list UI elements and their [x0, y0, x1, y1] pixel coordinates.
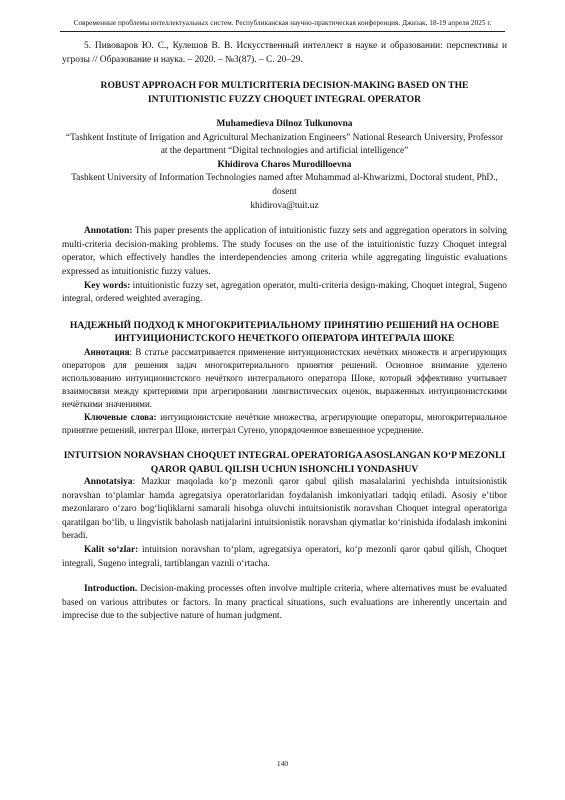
annotation-uz-text: : Mazkur maqolada koʻp mezonli qaror qabul qilish masalalarini yechishda intuitsionistik noravshan toʻplamlar hamda agregatsiya operatorlaridan foydalanish imkoniyatlari tadqiq etiladi. Asosiy eʼtibor mezonlararo oʻzaro bogʻliqliklarni samarali hisobga oluvchi intuitsionistik noravshan Choquet integral operatoriga qaratilgan boʻlib, u lingvistik baholash natijalarini intuitsionistik noravshan qiymatlar koʻrinishida ifodalash imkonini beradi. — [62, 477, 507, 542]
keywords-uz-label: Kalit soʻzlar: — [84, 544, 139, 555]
author-email: khidirova@tuit.uz — [250, 200, 319, 211]
keywords-uz-text: intuitsion noravshan toʻplam, agregatsiya operatori, koʻp mezonli qaror qabul qilish, Choquet integrali, Sugeno integrali, tartiblangan vaznli oʻrtacha. — [62, 544, 507, 569]
keywords-ru-text: интуиционистские нечёткие множества, агрегирующие операторы, многокритериальное принятие решений, интеграл Шоке, интеграл Сугено, упорядоченное взвешенное усреднение. — [62, 412, 507, 436]
author-2: Khidirova Charos Murodilloevna — [217, 159, 352, 170]
keywords-en-label: Key words: — [84, 280, 131, 291]
author-1: Muhamedieva Dilnoz Tulkunovna — [216, 119, 353, 129]
header-divider — [60, 31, 505, 32]
introduction-paragraph — [62, 583, 507, 624]
annotation-uz-label: Annotatsiya — [84, 477, 133, 487]
keywords-en — [62, 280, 507, 307]
introduction-label: Introduction. — [84, 584, 138, 595]
annotation-en — [62, 225, 507, 279]
annotation-en-label: Annotation: — [84, 226, 133, 237]
affiliation-1: “Tashkent Institute of Irrigation and Agricultural Mechanization Engineers” National Research University, Professor at the department “Digital technologies and artificial intelligence” — [65, 132, 504, 157]
keywords-uz — [62, 544, 507, 571]
paper-title-ru: НАДЕЖНЫЙ ПОДХОД К МНОГОКРИТЕРИАЛЬНОМУ ПРИНЯТИЮ РЕШЕНИЙ НА ОСНОВЕ ИНТУИЦИОНИСТСКОГО НЕЧЕТКОГО ОПЕРАТОРА ИНТЕГРАЛА ШОКЕ — [69, 319, 500, 345]
page-content — [62, 40, 507, 624]
annotation-ru-label: Аннотация — [84, 346, 130, 357]
annotation-uz — [62, 476, 507, 544]
annotation-ru — [62, 346, 507, 411]
annotation-en-text: This paper presents the application of intuitionistic fuzzy sets and aggregation operators in solving multi-criteria decision-making problems. The study focuses on the use of the intuitionistic fuzzy Choquet integral operator, which effectively handles the interdependencies among criteria while aggregating linguistic evaluations expressed as intuitionistic fuzzy values. — [62, 226, 507, 277]
reference-item: 5. Пивоваров Ю. С., Кулешов В. В. Искусственный интеллект в науке и образовании: перспективы и угрозы // Образование и наука. – 2020. – №3(87). – С. 20–29. — [62, 41, 507, 65]
annotation-ru-text: : В статье рассматривается применение интуиционистских нечётких множеств и агрегирующих операторов для решения задач многокритериального принятия решений. Основное внимание уделено использованию интуиционистского нечёткого интегрального оператора Шоке, который эффективно учитывает взаимосвязи между критериями при агрегировании лингвистических оценок, выраженных интуиционистскими нечёткими значениями. — [62, 346, 507, 409]
paper-title-en: ROBUST APPROACH FOR MULTICRITERIA DECISION-MAKING BASED ON THE INTUITIONISTIC FUZZY CHOQUET INTEGRAL OPERATOR — [100, 80, 469, 105]
running-header: Современные проблемы интеллектуальных систем. Республиканская научно-практическая конференция. Джизак, 18-19 апреля 2025 г. — [73, 19, 492, 27]
keywords-ru — [62, 411, 507, 437]
keywords-ru-label: Ключевые слова: — [84, 412, 157, 422]
paper-title-uz: INTUITSION NORAVSHAN CHOQUET INTEGRAL OPERATORIGA ASOSLANGAN KOʻP MEZONLI QAROR QABUL QILISH UCHUN ISHONCHLI YONDASHUV — [63, 450, 506, 475]
affiliation-2: Tashkent University of Information Technologies named after Muhammad al-Khwarizmi, Doctoral student, PhD., dosent — [71, 173, 498, 197]
page-number: 140 — [276, 759, 289, 768]
keywords-en-text: intuitionistic fuzzy set, agregation operator, multi-criteria design-making, Choquet integral, Sugeno integral, ordered weighted averaging. — [62, 280, 507, 305]
introduction-text: Decision-making processes often involve multiple criteria, where alternatives must be evaluated based on various attributes or factors. In many practical situations, such evaluations are inherently uncertain and imprecise due to the subjective nature of human judgment. — [62, 584, 507, 622]
